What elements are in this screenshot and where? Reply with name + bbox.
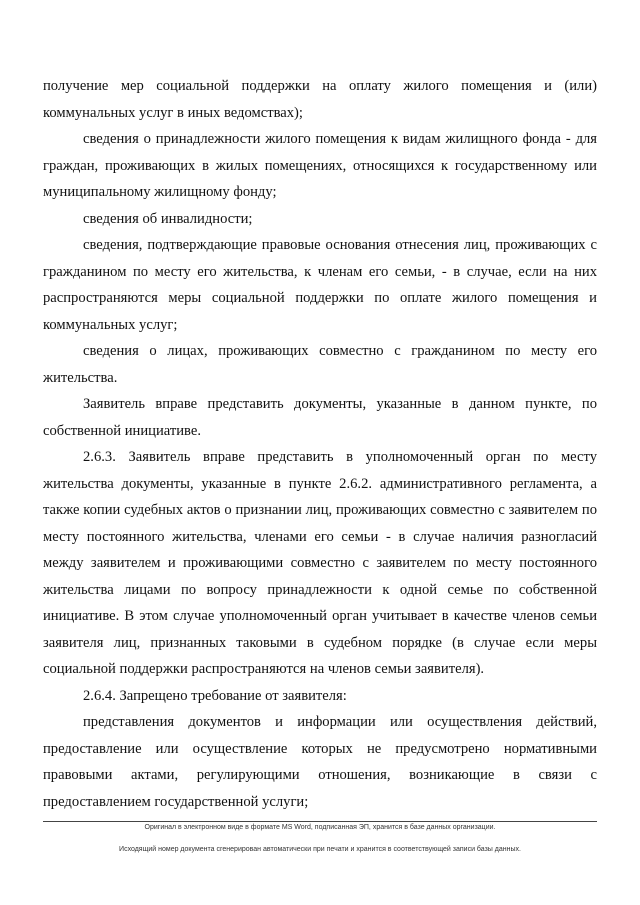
paragraph: сведения о принадлежности жилого помещения к видам жилищного фонда - для граждан, проживающих в жилых помещениях, относящихся к государственному или муниципальному жилищному фонду; [43,131,597,200]
paragraph: 2.6.4. Запрещено требование от заявителя: [83,687,347,704]
paragraph: получение мер социальной поддержки на оплату жилого помещения и (или) коммунальных услуг в иных ведомствах); [43,78,597,121]
footer-note-original: Оригинал в электронном виде в формате MS Word, подписанная ЭП, хранится в базе данных организации. [144,824,496,831]
paragraph: сведения об инвалидности; [83,210,253,227]
paragraph: Заявитель вправе представить документы, указанные в данном пункте, по собственной инициативе. [43,396,597,439]
paragraph: 2.6.3. Заявитель вправе представить в уполномоченный орган по месту жительства документы, указанные в пункте 2.6.2. административного регламента, а также копии судебных актов о признании лиц, проживающих совместно с заявителем по месту постоянного жительства, членами его семьи - в случае наличия разногласий между заявителем и проживающими совместно с заявителем по месту постоянного жительства лицами по вопросу принадлежности к одной семье по собственной инициативе. В этом случае уполномоченный орган учитывает в качестве членов семьи заявителя лиц, признанных таковыми в судебном порядке (в случае если меры социальной поддержки распространяются на членов семьи заявителя). [43,449,597,677]
footer-divider [43,821,597,822]
paragraph: сведения, подтверждающие правовые основания отнесения лиц, проживающих с гражданином по месту его жительства, к членам его семьи, - в случае, если на них распространяются меры социальной поддержки по оплате жилого помещения и коммунальных услуг; [43,237,597,333]
paragraph: представления документов и информации или осуществления действий, предоставление или осуществление которых не предусмотрено нормативными правовыми актами, регулирующими отношения, возникающие в связи с предоставлением государственной услуги; [43,714,597,810]
paragraph: сведения о лицах, проживающих совместно с гражданином по месту его жительства. [43,343,597,386]
document-body [43,73,597,815]
footer-note-number: Исходящий номер документа сгенерирован автоматически при печати и хранится в соответствующей записи базы данных. [119,846,521,853]
